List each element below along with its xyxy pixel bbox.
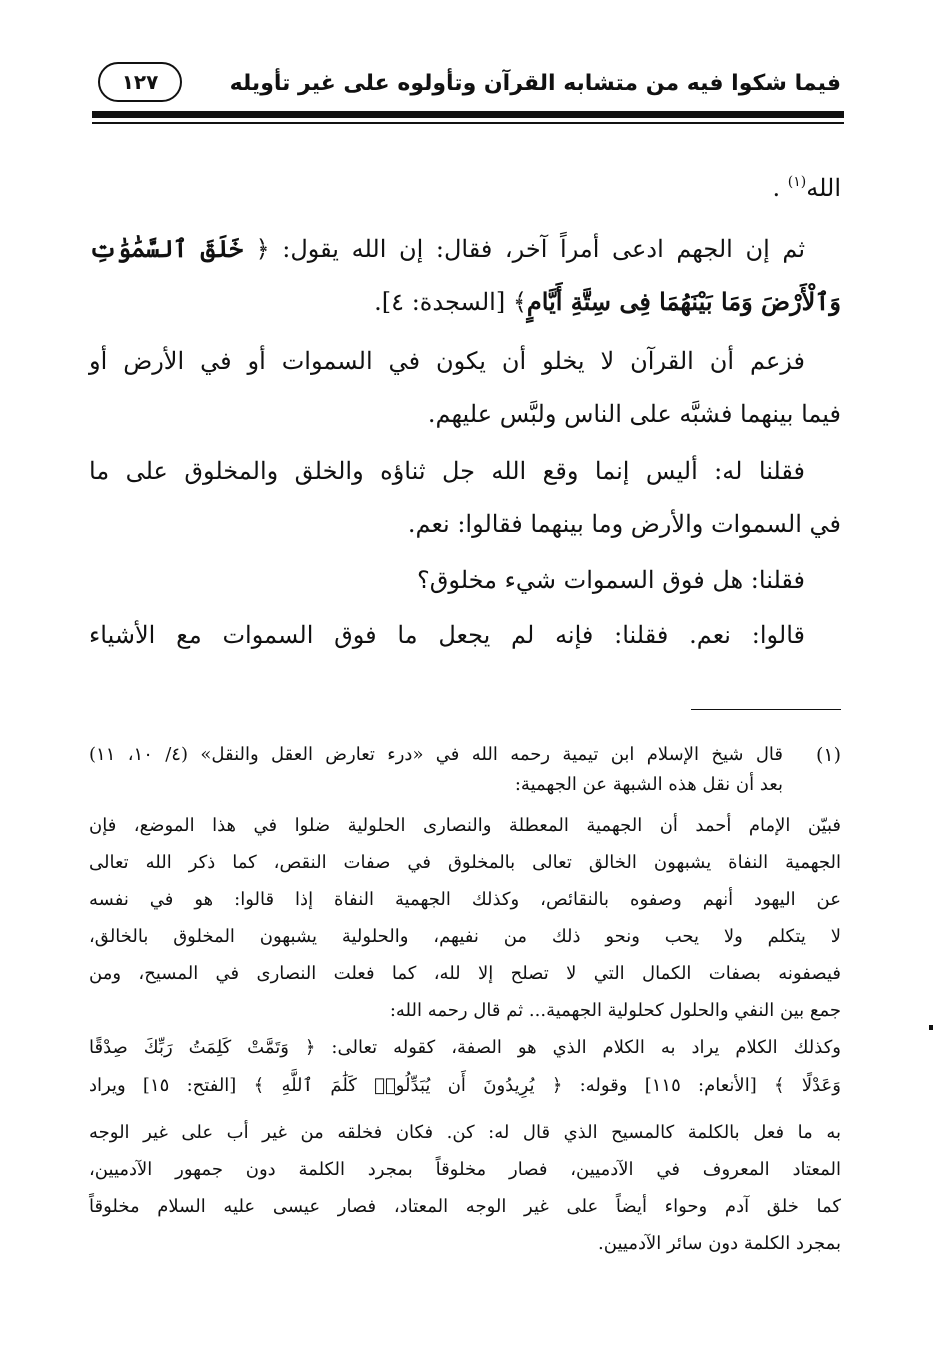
body-line: فقلنا له: أليس إنما وقع الله جل ثناؤه والخلق والمخلوق على ما (89, 457, 805, 485)
page-number: ١٢٧ (98, 62, 182, 102)
footnote-marker: (١) (815, 744, 841, 766)
footnote-line: به ما فعل بالكلمة كالمسيح الذي قال له: كن. فكان فخلقه من غير أب على غير الوجه (89, 1122, 841, 1143)
margin-mark (929, 1025, 933, 1030)
footnote-line: لا يتكلم ولا يحب ونحو ذلك من نفيهم، والحلولية يشبهون المخلوق بالخالق، (89, 926, 841, 947)
footnote-line: بمجرد الكلمة دون سائر الآدميين. (598, 1233, 841, 1254)
footnote-line: المعتاد المعروف في الآدميين، فصار مخلوقاً بمجرد الكلمة دون جمهور الآدميين، (89, 1159, 841, 1180)
footnote-line: عن اليهود أنهم وصفوه بالنقائص، وكذلك الجهمية النفاة إذا قالوا: هو في نفسه (89, 889, 841, 910)
body-line: ثم إن الجهم ادعى أمراً آخر، فقال: إن الله يقول: ﴿ خَلَقَ ٱلسَّمَٰوَٰتِ (89, 234, 805, 263)
footnote-line: فبيّن الإمام أحمد أن الجهمية المعطلة والنصارى الحلولية ضلوا في هذا الموضع، فإن (89, 815, 841, 836)
footnote-line: الجهمية النفاة يشبهون الخالق تعالى بالمخلوق في صفات النقص، كما ذكر الله تعالى (89, 852, 841, 873)
footnote-line: فيصفونه بصفات الكمال التي لا تصلح إلا لله، كما فعلت النصارى في المسيح، ومن (89, 963, 841, 984)
footnote-line: وَعَدْلًا ﴾ [الأنعام: ١١٥] وقوله: ﴿ يُرِيدُونَ أَن يُبَدِّلُوا۟ كَلَٰمَ ٱللَّهِ ﴾ [الفتح: ١٥] ويراد (89, 1075, 841, 1096)
body-line: وَٱلْأَرْضَ وَمَا بَيْنَهُمَا فِى سِتَّةِ أَيَّامٍ﴾ [السجدة: ٤]. (374, 287, 841, 316)
body-line: الله$^{(١)}$ . (772, 174, 841, 202)
body-line: قالوا: نعم. فقلنا: فإنه لم يجعل ما فوق السموات مع الأشياء (89, 621, 805, 649)
footnote-line: بعد أن نقل هذه الشبهة عن الجهمية: (514, 774, 783, 795)
footnote-separator (691, 709, 841, 710)
footnote-line: وكذلك الكلام يراد به الكلام الذي هو الصفة، كقوله تعالى: ﴿ وَتَمَّتْ كَلِمَتُ رَبِّكَ صِدْقًا (89, 1037, 841, 1058)
body-line: فزعم أن القرآن لا يخلو أن يكون في السموات أو في الأرض أو (89, 347, 805, 375)
footnote-line: جمع بين النفي والحلول كحلولية الجهمية... ثم قال رحمه الله: (389, 1000, 841, 1021)
header-rule-thin (92, 122, 844, 124)
footnote-line: كما خلق آدم وحواء أيضاً على غير الوجه المعتاد، فصار عيسى عليه السلام مخلوقاً (89, 1196, 841, 1217)
body-line: في السموات والأرض وما بينهما فقالوا: نعم. (407, 510, 841, 538)
footnote-line: قال شيخ الإسلام ابن تيمية رحمه الله في «درء تعارض العقل والنقل» (٤/ ١٠، ١١) (89, 744, 783, 765)
header-rule (92, 111, 844, 118)
running-title: فيما شكوا فيه من متشابه القرآن وتأولوه على غير تأويله (229, 71, 841, 96)
body-line: فقلنا: هل فوق السموات شيء مخلوق؟ (416, 566, 805, 594)
body-line: فيما بينهما فشبَّه على الناس ولبَّس عليهم. (427, 400, 841, 428)
